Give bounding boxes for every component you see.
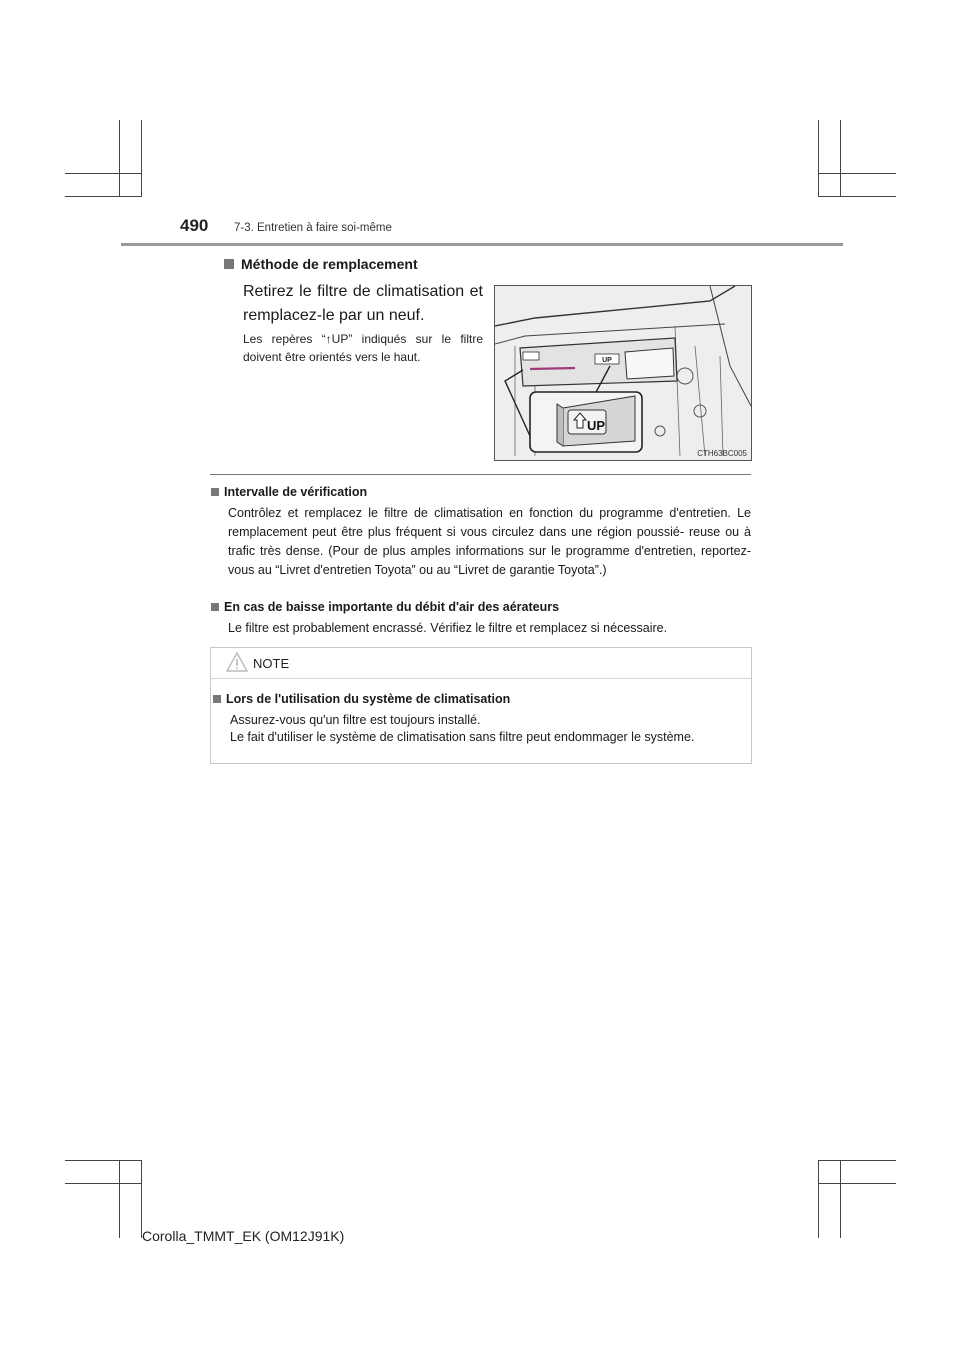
crop-mark xyxy=(818,120,819,197)
crop-mark xyxy=(65,196,142,197)
footer-model-code: Corolla_TMMT_EK (OM12J91K) xyxy=(142,1228,345,1244)
info-item xyxy=(211,485,751,580)
filter-illustration xyxy=(494,285,752,461)
bullet-square-icon xyxy=(224,259,234,269)
crop-mark xyxy=(818,196,896,197)
crop-mark xyxy=(818,173,896,174)
small-up-label: UP xyxy=(602,357,612,364)
info-title-text: Intervalle de vérification xyxy=(224,485,368,499)
separator-rule xyxy=(210,474,751,475)
info-title xyxy=(211,600,751,614)
figure-code: CTH63BC005 xyxy=(697,449,747,458)
note-box xyxy=(210,647,752,764)
method-title: Méthode de remplacement xyxy=(241,256,418,272)
crop-mark xyxy=(141,1160,142,1238)
crop-mark xyxy=(119,1160,120,1238)
section-title: 7-3. Entretien à faire soi-même xyxy=(234,222,392,234)
crop-mark xyxy=(65,1183,142,1184)
info-body: Contrôlez et remplacez le filtre de climatisation en fonction du programme d'entretien. Le remplacement peut être plus fréquent si vous circulez dans une région poussié- reuse ou à trafic très dense. (Pour de plus amples informations sur le programme d'entretien, reportez-vous au “Livret d'entretien Toyota” ou au “Livret de garantie Toyota”.) xyxy=(228,506,751,577)
header-rule xyxy=(121,243,843,246)
crop-mark xyxy=(840,120,841,197)
info-title-text: En cas de baisse importante du débit d'air des aérateurs xyxy=(224,600,560,614)
note-item-title-text: Lors de l'utilisation du système de climatisation xyxy=(226,692,511,706)
info-title xyxy=(211,485,751,499)
crop-mark xyxy=(119,120,120,197)
crop-mark xyxy=(65,173,142,174)
note-line: Le fait d'utiliser le système de climatisation sans filtre peut endommager le système. xyxy=(230,730,695,744)
note-line: Assurez-vous qu'un filtre est toujours installé. xyxy=(230,713,481,727)
note-item-title xyxy=(213,692,510,706)
bullet-square-icon xyxy=(211,603,219,611)
note-label: NOTE xyxy=(253,656,290,671)
crop-mark xyxy=(818,1160,896,1161)
crop-mark xyxy=(818,1160,819,1238)
info-item xyxy=(211,600,751,638)
info-body: Le filtre est probablement encrassé. Vérifiez le filtre et remplacez si nécessaire. xyxy=(228,621,668,635)
method-step: Retirez le filtre de climatisation et remplacez-le par un neuf. xyxy=(243,283,483,324)
crop-mark xyxy=(65,1160,142,1161)
warning-triangle-icon xyxy=(226,652,248,672)
bullet-square-icon xyxy=(213,695,221,703)
page-number: 490 xyxy=(180,216,209,235)
note-header xyxy=(211,648,751,679)
method-heading xyxy=(224,256,418,272)
note-item-body xyxy=(230,712,750,746)
crop-mark xyxy=(818,1183,896,1184)
method-note: Les repères “↑UP” indiqués sur le filtre doivent être orientés vers le haut. xyxy=(243,332,483,364)
crop-mark xyxy=(840,1160,841,1238)
crop-mark xyxy=(141,120,142,197)
up-label: UP xyxy=(586,418,606,433)
bullet-square-icon xyxy=(211,488,219,496)
filter-drawing xyxy=(495,286,751,460)
